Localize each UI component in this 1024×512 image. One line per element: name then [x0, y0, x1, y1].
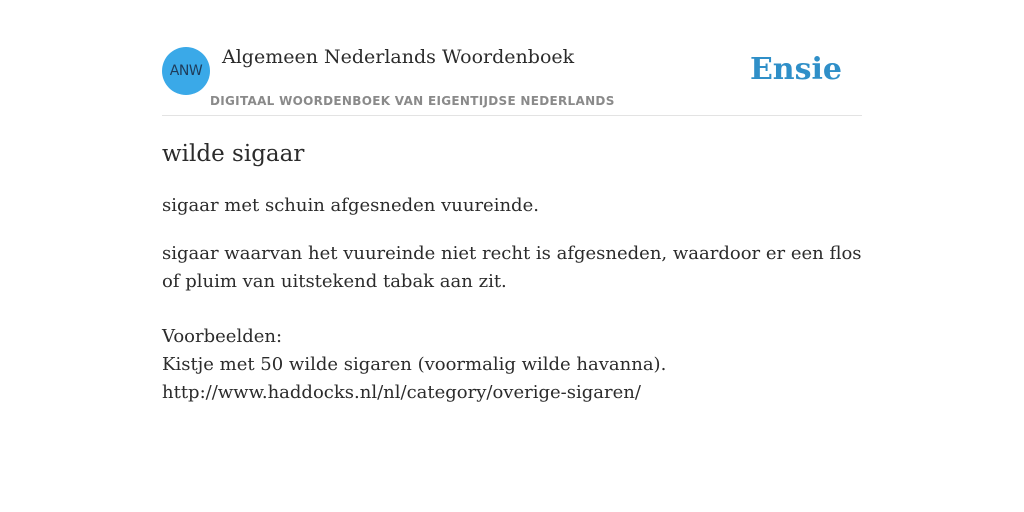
source-url: http://www.haddocks.nl/nl/category/overige-sigaren/ — [162, 382, 641, 403]
ensie-brand-logo[interactable]: Ensie — [749, 52, 842, 87]
long-definition: sigaar waarvan het vuureinde niet recht is afgesneden, waardoor er een flos of pluim van uitstekend tabak aan zit. — [162, 243, 862, 292]
examples-section — [162, 323, 862, 407]
anw-logo[interactable] — [162, 47, 210, 95]
header — [162, 0, 862, 116]
entry-term: wilde sigaar — [162, 141, 305, 167]
short-definition: sigaar met schuin afgesneden vuureinde. — [162, 195, 539, 216]
site-subtitle: DIGITAAL WOORDENBOEK VAN EIGENTIJDSE NEDERLANDS — [210, 94, 615, 108]
example-text: Kistje met 50 wilde sigaren (voormalig wilde havanna). — [162, 354, 667, 375]
site-title[interactable]: Algemeen Nederlands Woordenboek — [222, 46, 575, 68]
logo-text: ANW — [169, 63, 203, 79]
examples-label: Voorbeelden: — [162, 326, 283, 347]
page-container — [162, 0, 862, 512]
